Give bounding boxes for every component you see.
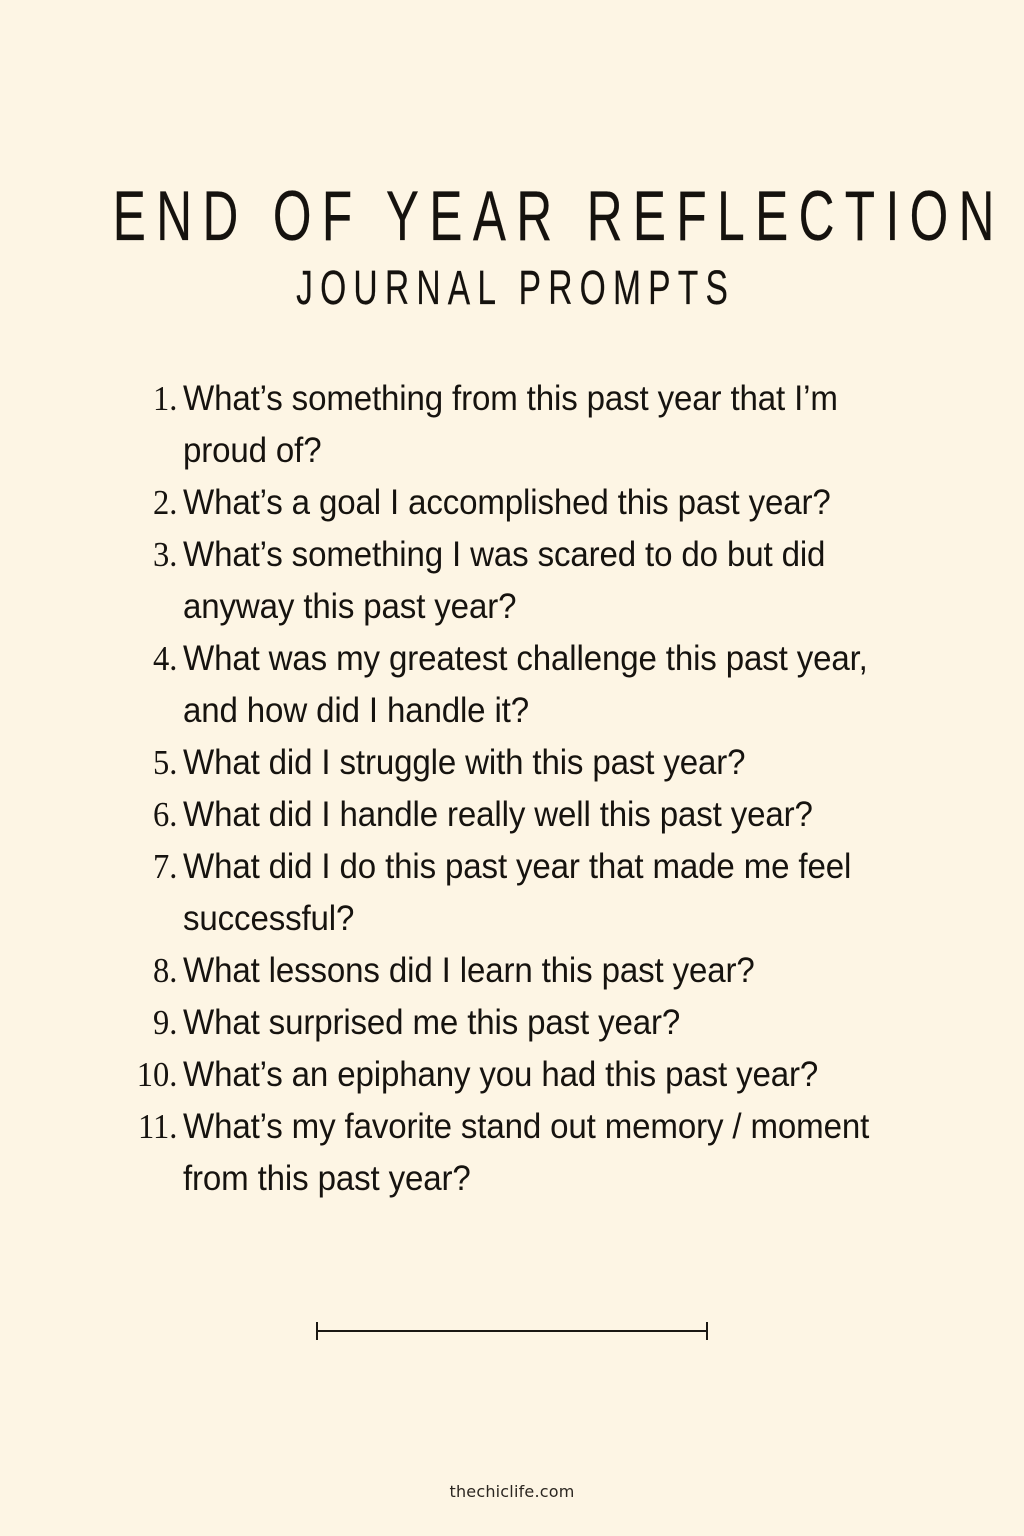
list-item-number: 2. — [153, 483, 178, 522]
list-item — [115, 997, 915, 1049]
page-subtitle: JOURNAL PROMPTS — [296, 260, 736, 315]
list-item — [115, 737, 915, 789]
list-item-text: What’s my favorite stand out memory / moment from this past year? — [183, 1107, 870, 1198]
prompt-list — [115, 373, 915, 1205]
list-item-number: 6. — [153, 795, 178, 834]
list-item-text: What’s an epiphany you had this past year? — [183, 1055, 819, 1094]
footer-site-credit: thechiclife.com — [449, 1482, 575, 1501]
list-item — [115, 945, 915, 997]
list-item-text: What was my greatest challenge this past year, and how did I handle it? — [183, 639, 868, 730]
list-item-text: What did I handle really well this past year? — [183, 795, 813, 834]
list-item — [115, 529, 915, 633]
list-item-text: What lessons did I learn this past year? — [183, 951, 755, 990]
list-item-number: 1. — [153, 379, 178, 418]
list-item-number: 10. — [136, 1055, 178, 1094]
list-item-text: What’s something I was scared to do but did anyway this past year? — [183, 535, 826, 626]
list-item-number: 7. — [153, 847, 178, 886]
list-item — [115, 1101, 915, 1205]
list-item-number: 5. — [153, 743, 178, 782]
list-item-text: What surprised me this past year? — [183, 1003, 681, 1042]
list-item — [115, 1049, 915, 1101]
list-item — [115, 633, 915, 737]
list-item-number: 4. — [153, 639, 178, 678]
prompts-section — [115, 373, 915, 1205]
list-item-number: 11. — [137, 1107, 178, 1146]
poster-header — [0, 177, 1024, 315]
list-item-number: 3. — [153, 535, 178, 574]
list-item — [115, 789, 915, 841]
list-item-text: What’s a goal I accomplished this past year? — [183, 483, 831, 522]
list-item-text: What did I struggle with this past year? — [183, 743, 746, 782]
list-item-text: What did I do this past year that made me feel successful? — [183, 847, 852, 938]
list-item — [115, 373, 915, 477]
page-title: END OF YEAR REFLECTION — [112, 177, 1005, 257]
list-item-number: 8. — [153, 951, 178, 990]
list-item — [115, 841, 915, 945]
list-item-text: What’s something from this past year that I’m proud of? — [183, 379, 838, 470]
list-item-number: 9. — [153, 1003, 178, 1042]
list-item — [115, 477, 915, 529]
divider-right-tick-icon — [706, 1322, 708, 1340]
divider-ornament — [316, 1317, 708, 1345]
divider-line — [316, 1330, 708, 1332]
